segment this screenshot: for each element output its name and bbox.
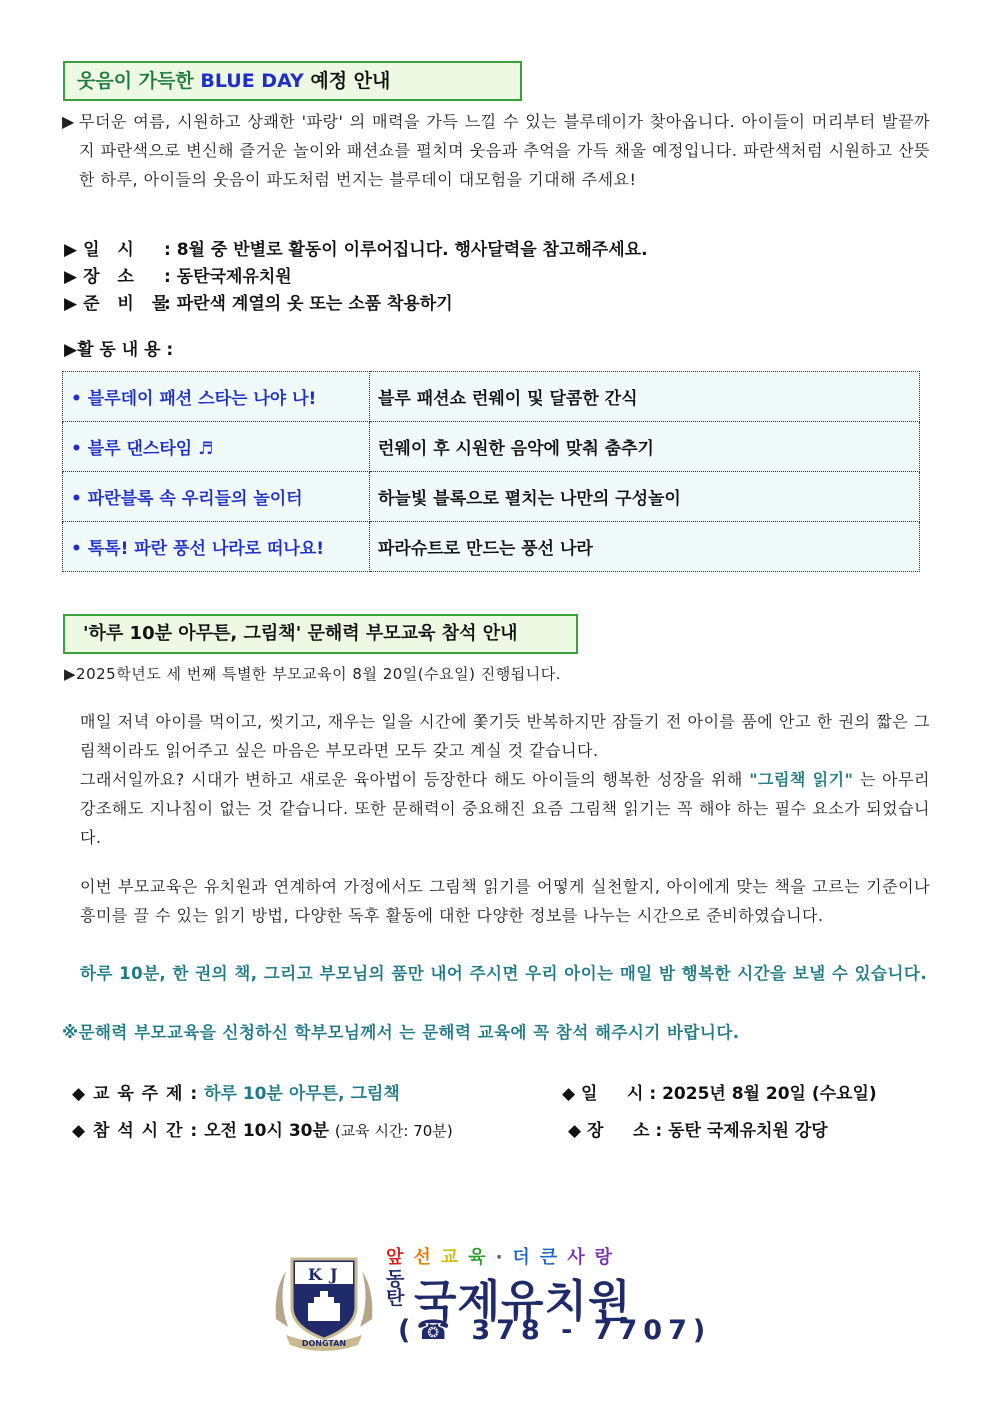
slogan-char: 큰	[539, 1247, 558, 1268]
emblem-ribbon: DONGTAN	[301, 1339, 347, 1348]
table-row	[63, 422, 920, 472]
name-small: 동탄	[386, 1268, 405, 1309]
slogan-char: 선	[413, 1247, 431, 1268]
kindergarten-logo	[268, 1243, 712, 1353]
slogan-char: 육	[468, 1247, 486, 1268]
blue-day-title: 웃음이 가득한 BLUE DAY 예정 안내	[63, 61, 522, 101]
emblem-letter-k: K	[308, 1265, 322, 1284]
activity-desc: 런웨이 후 시원한 음악에 맞춰 춤추기	[370, 422, 920, 472]
phone-number: (☎ 378 - 7707)	[398, 1315, 712, 1346]
blue-day-intro: ▶ 무더운 여름, 시원하고 상쾌한 '파랑' 의 매력을 가득 느낄 수 있는 블루데이가 찾아옵니다. 아이들이 머리부터 발끝까지 파란색으로 변신해 즐거운 놀이와 패션쇼를 펼치며 웃음과 추억을 가득 채울 예정입니다. 파란색처럼 시원하고 산뜻한 하루, 아이들의 웃음이 파도처럼 번지는 블루데이 대모험을 기대해 주세요!	[62, 112, 930, 189]
parent-education-intro: ▶2025학년도 세 번째 특별한 부모교육이 8월 20일(수요일) 진행됩니다.	[64, 665, 561, 683]
activity-label: ▶활 동 내 용 :	[64, 340, 174, 360]
place-line: ◆ 장 소 : 동탄 국제유치원 강당	[568, 1121, 828, 1141]
blue-day-date: ▶일 시 : 8월 중 반별로 활동이 이루어집니다. 행사달력을 참고해주세요.	[64, 240, 648, 260]
paragraph-1: 매일 저녁 아이를 먹이고, 씻기고, 재우는 일을 시간에 쫓기듯 반복하지만 잠들기 전 아이를 품에 안고 한 권의 짧은 그림책이라도 읽어주고 싶은 마음은 부모라면 모두 갖고 계실 것 같습니다.	[80, 712, 930, 760]
table-row	[63, 522, 920, 572]
slogan-char: 사	[567, 1247, 585, 1268]
time-line: ◆ 참 석 시 간 : 오전 10시 30분 (교육 시간: 70분)	[72, 1121, 453, 1141]
slogan-char: ·	[495, 1247, 503, 1268]
paragraph-2: 그래서일까요? 시대가 변하고 새로운 육아법이 등장한다 해도 아이들의 행복한 성장을 위해 "그림책 읽기" 는 아무리 강조해도 지나침이 없는 것 같습니다. 또한 문해력이 중요해진 요즘 그림책 읽기는 꼭 해야 하는 필수 요소가 되었습니다.	[80, 770, 931, 847]
activity-name: • 파란블록 속 우리들의 놀이터	[63, 472, 370, 522]
activity-name: • 톡톡! 파란 풍선 나라로 떠나요!	[63, 522, 370, 572]
date-line: ◆ 일 시 : 2025년 8월 20일 (수요일)	[562, 1084, 877, 1104]
activity-desc: 파라슈트로 만드는 풍선 나라	[370, 522, 920, 572]
slogan-char: 랑	[594, 1247, 612, 1268]
topic-line: ◆ 교 육 주 제 : 하루 10분 아무튼, 그림책	[72, 1084, 400, 1104]
activity-table	[62, 371, 920, 572]
emblem-letter-j: J	[330, 1265, 338, 1284]
activity-name: • 블루데이 패션 스타는 나야 나!	[63, 372, 370, 422]
attendance-note: ※문해력 부모교육을 신청하신 학부모님께서 는 문해력 교육에 꼭 참석 해주시기 바랍니다.	[62, 1023, 740, 1042]
paragraph-4: 하루 10분, 한 권의 책, 그리고 부모님의 품만 내어 주시면 우리 아이는 매일 밤 행복한 시간을 보낼 수 있습니다.	[80, 964, 928, 983]
emblem-icon	[268, 1249, 380, 1353]
slogan-char: 교	[440, 1247, 459, 1268]
table-row	[63, 372, 920, 422]
kindergarten-name: 국제유치원	[414, 1276, 632, 1327]
activity-desc: 하늘빛 블록으로 펼치는 나만의 구성놀이	[370, 472, 920, 522]
blue-day-materials: ▶준 비 물: 파란색 계열의 옷 또는 소품 착용하기	[64, 294, 453, 314]
highlight-text: "그림책 읽기"	[749, 770, 854, 789]
table-row	[63, 472, 920, 522]
activity-name: • 블루 댄스타임 ♬	[63, 422, 370, 472]
paragraph-3: 이번 부모교육은 유치원과 연계하여 가정에서도 그림책 읽기를 어떻게 실천할지, 아이에게 맞는 책을 고르는 기준이나 흥미를 끌 수 있는 읽기 방법, 다양한 독후 활동에 대한 다양한 정보를 나누는 시간으로 준비하였습니다.	[80, 877, 930, 925]
slogan-char: 앞	[386, 1247, 404, 1268]
blue-day-place: ▶장 소 : 동탄국제유치원	[64, 267, 292, 287]
parent-education-title: '하루 10분 아무튼, 그림책' 문해력 부모교육 참석 안내	[63, 614, 578, 654]
slogan-char: 더	[512, 1247, 530, 1268]
activity-desc: 블루 패션쇼 런웨이 및 달콤한 간식	[370, 372, 920, 422]
